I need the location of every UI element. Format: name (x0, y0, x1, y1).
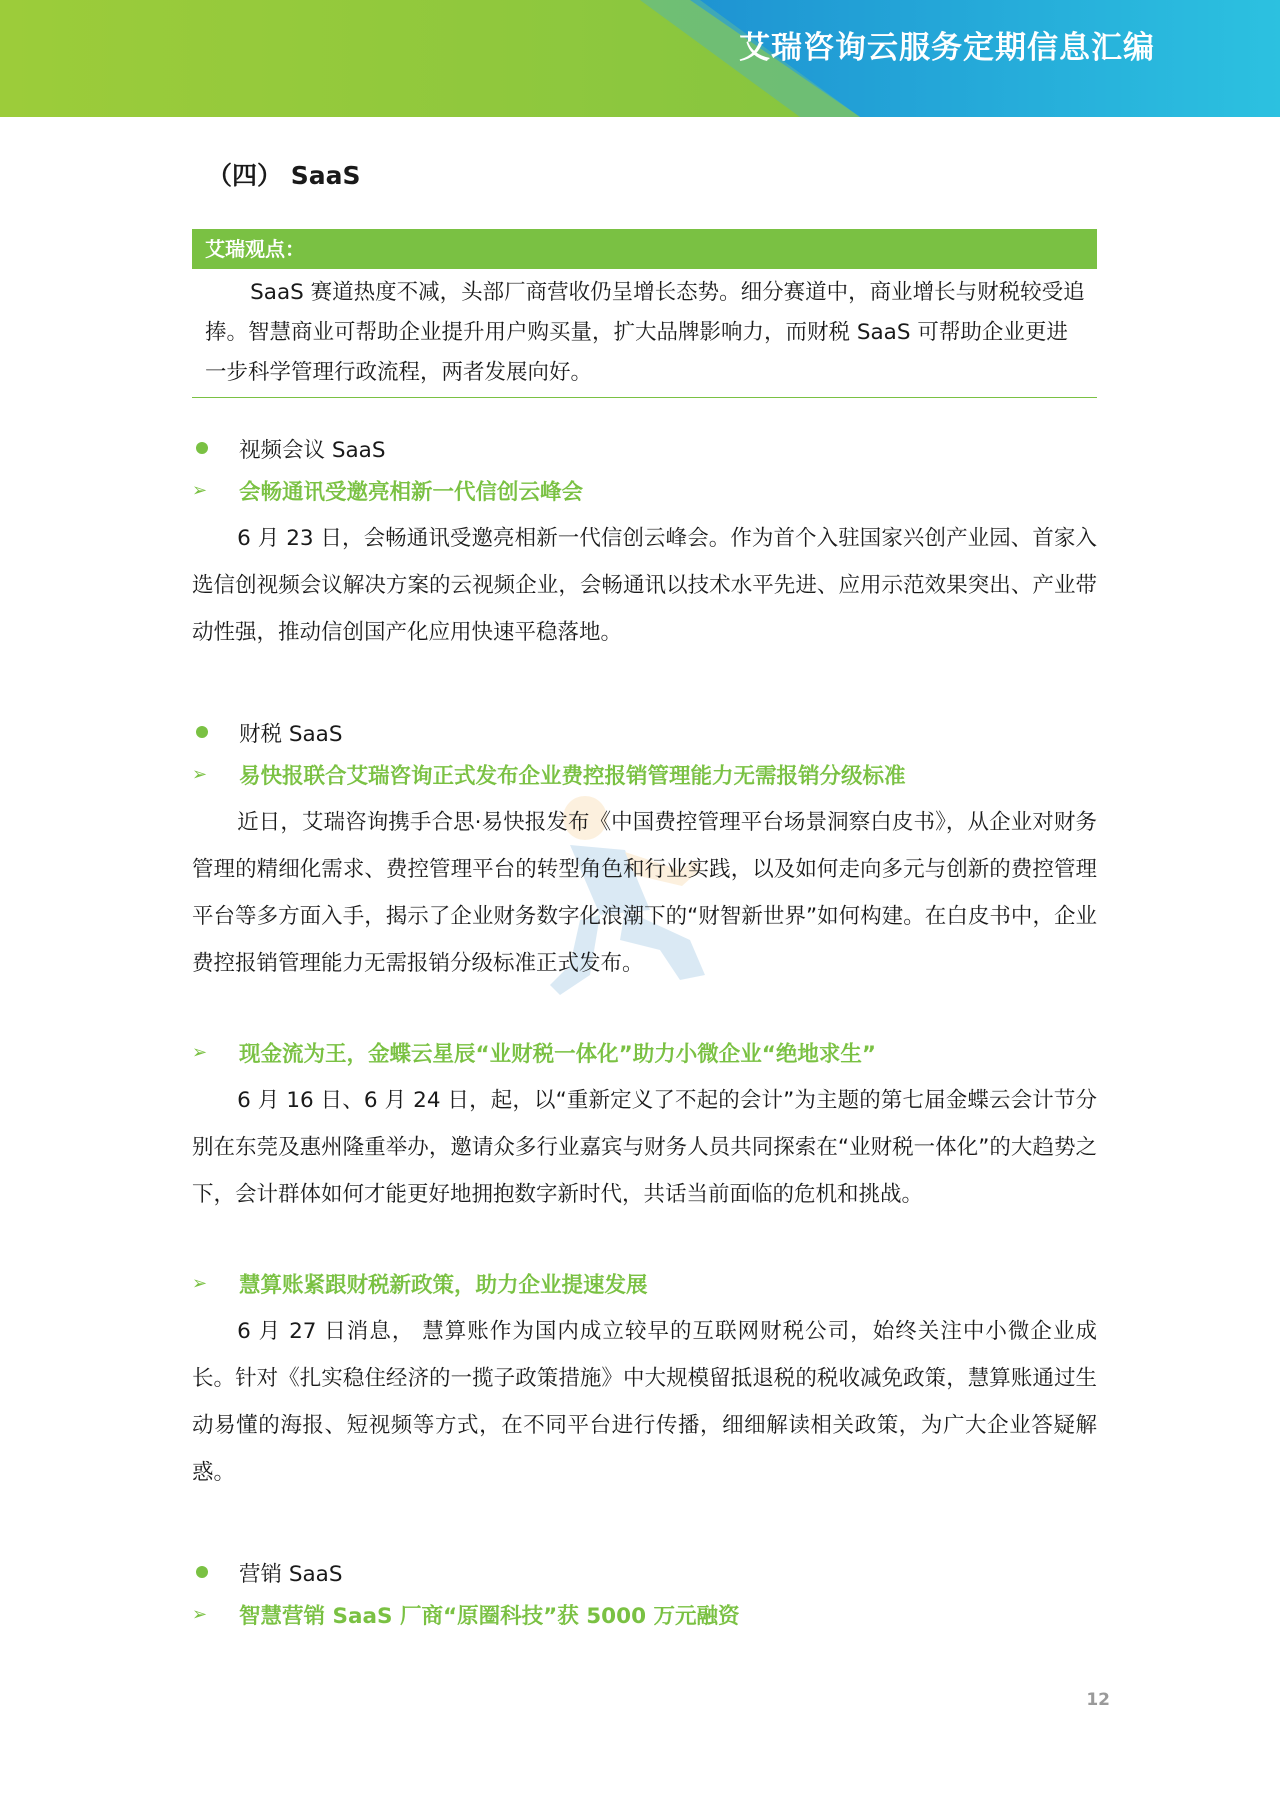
arrow-right-icon: ➢ (192, 763, 208, 785)
category-label: 视频会议 SaaS (239, 437, 386, 463)
news-paragraph: 近日，艾瑞咨询携手合思·易快报发布《中国费控管理平台场景洞察白皮书》，从企业对财务管理的精细化需求、费控管理平台的转型角色和行业实践，以及如何走向多元与创新的费控管理平台等多方面入手，揭示了企业财务数字化浪潮下的“财智新世界”如何构建。在白皮书中，企业费控报销管理能力无需报销分级标准正式发布。 (192, 810, 1097, 976)
news-paragraph: 6 月 27 日消息， 慧算账作为国内成立较早的互联网财税公司，始终关注中小微企业成长。针对《扎实稳住经济的一揽子政策措施》中大规模留抵退税的税收减免政策，慧算账通过生动易懂的海报、短视频等方式，在不同平台进行传播，细细解读相关政策，为广大企业答疑解惑。 (192, 1319, 1097, 1485)
page-number: 12 (1086, 1690, 1110, 1710)
header-title: 艾瑞咨询云服务定期信息汇编 (739, 30, 1155, 66)
page-header (0, 0, 1280, 117)
arrow-right-icon: ➢ (192, 479, 208, 501)
category-marketing-saas (192, 1551, 1097, 1593)
news-title-text: 现金流为王，金蝶云星辰“业财税一体化”助力小微企业“绝地求生” (239, 1041, 877, 1067)
category-label: 营销 SaaS (239, 1561, 343, 1587)
bullet-dot-icon (196, 442, 208, 454)
viewpoint-text: SaaS 赛道热度不减，头部厂商营收仍呈增长态势。细分赛道中，商业增长与财税较受追捧。智慧商业可帮助企业提升用户购买量，扩大品牌影响力，而财税 SaaS 可帮助企业更进一步科学管理行政流程，两者发展向好。 (205, 280, 1085, 385)
bullet-dot-icon (196, 1566, 208, 1578)
arrow-right-icon: ➢ (192, 1603, 208, 1625)
news-title (192, 1031, 1097, 1073)
viewpoint-box (192, 229, 1097, 398)
news-title (192, 753, 1097, 795)
viewpoint-body (192, 269, 1097, 398)
news-paragraph: 6 月 23 日，会畅通讯受邀亮相新一代信创云峰会。作为首个入驻国家兴创产业园、首家入选信创视频会议解决方案的云视频企业，会畅通讯以技术水平先进、应用示范效果突出、产业带动性强，推动信创国产化应用快速平稳落地。 (192, 526, 1097, 645)
news-title-text: 智慧营销 SaaS 厂商“原圈科技”获 5000 万元融资 (239, 1603, 740, 1629)
news-title-text: 会畅通讯受邀亮相新一代信创云峰会 (239, 479, 584, 505)
category-label: 财税 SaaS (239, 721, 343, 747)
news-title (192, 469, 1097, 511)
arrow-right-icon: ➢ (192, 1041, 208, 1063)
viewpoint-label: 艾瑞观点： (192, 229, 1097, 269)
bullet-dot-icon (196, 726, 208, 738)
category-video-saas (192, 427, 1097, 469)
news-paragraph: 6 月 16 日、6 月 24 日，起，以“重新定义了不起的会计”为主题的第七届金蝶云会计节分别在东莞及惠州隆重举办，邀请众多行业嘉宾与财务人员共同探索在“业财税一体化”的大趋势之下，会计群体如何才能更好地拥抱数字新时代，共话当前面临的危机和挑战。 (192, 1088, 1097, 1207)
arrow-right-icon: ➢ (192, 1272, 208, 1294)
news-title (192, 1262, 1097, 1304)
news-title-text: 慧算账紧跟财税新政策，助力企业提速发展 (239, 1272, 648, 1298)
news-title (192, 1593, 1097, 1635)
news-title-text: 易快报联合艾瑞咨询正式发布企业费控报销管理能力无需报销分级标准 (239, 763, 906, 789)
main-content (192, 427, 1097, 1635)
category-tax-saas (192, 711, 1097, 753)
section-title: （四） SaaS (207, 161, 361, 190)
